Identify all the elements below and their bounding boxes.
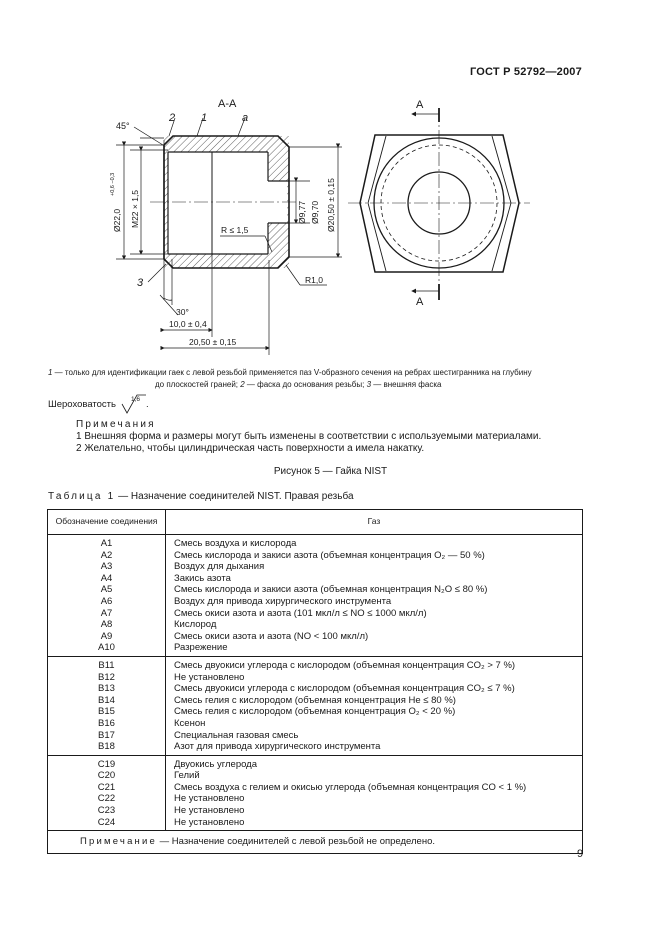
table-caption-text: — Назначение соединителей NIST. Правая резьба xyxy=(115,491,354,502)
legend-part-2-mid: — фаска до основания резьбы; xyxy=(244,380,367,389)
callout-a: a xyxy=(242,112,249,124)
gas-cell: Не установлено xyxy=(174,793,245,805)
legend-num-3: 3 xyxy=(366,380,372,389)
code-cell: B14 xyxy=(98,694,115,706)
roughness-label: Шероховатость xyxy=(48,398,116,410)
dim-thread: M22 × 1,5 xyxy=(130,189,140,228)
dim-len-2050: 20,50 ± 0,15 xyxy=(189,337,237,347)
gas-cell: Не установлено xyxy=(174,671,245,683)
gas-cell: Смесь кислорода и закиси азота (объемная концентрация O₂ — 50 %) xyxy=(174,549,485,561)
figure-caption: Рисунок 5 — Гайка NIST xyxy=(273,466,388,477)
col-header-code: Обозначение соединения xyxy=(48,510,166,535)
gas-cell: Воздух для дыхания xyxy=(174,561,265,573)
code-cell: C23 xyxy=(97,805,116,817)
dim-chamfer-angle: 45° xyxy=(116,121,130,131)
gas-cell: Смесь двуокиси углерода с кислородом (объемная концентрация CO₂ ≤ 7 %) xyxy=(174,683,515,695)
code-cell: B11 xyxy=(98,659,115,671)
code-cell: A8 xyxy=(100,619,113,631)
view-label-top: А xyxy=(416,99,424,111)
section-dimensions xyxy=(116,118,342,355)
dim-outer-dia: Ø22,0 xyxy=(112,208,122,232)
gas-cell: Смесь двуокиси углерода с кислородом (объемная концентрация CO₂ > 7 %) xyxy=(174,659,516,671)
gas-table xyxy=(47,509,583,854)
code-cell: A5 xyxy=(100,584,113,596)
col-header-gas: Газ xyxy=(166,510,583,535)
gas-cell: Азот для привода хирургического инструмента xyxy=(174,741,381,753)
code-cell: A9 xyxy=(100,630,113,642)
table-row-group-a xyxy=(48,535,583,657)
gas-cell: Смесь воздуха с гелием и окисью углерода (объемная концентрация CO < 1 %) xyxy=(174,781,527,793)
code-cell: B16 xyxy=(98,717,115,729)
dim-outer-dia-tol: +0,6 −0,3 xyxy=(110,172,116,196)
callout-2: 2 xyxy=(169,112,176,124)
gas-cell: Разрежение xyxy=(174,642,228,654)
gas-cell: Смесь окиси азота и азота (NO < 100 мкл/л) xyxy=(174,630,369,642)
dim-bore-977: Ø9,77 xyxy=(297,200,307,224)
gas-cell: Специальная газовая смесь xyxy=(174,729,299,741)
gas-cell: Смесь гелия с кислородом (объемная концентрация He ≤ 80 %) xyxy=(174,694,456,706)
section-view xyxy=(150,136,300,268)
dim-len-10: 10,0 ± 0,4 xyxy=(169,319,207,329)
callout-3: 3 xyxy=(137,277,144,289)
gas-cell: Смесь кислорода и закиси азота (объемная концентрация N₂O ≤ 80 %) xyxy=(174,584,488,596)
note-2: 2 Желательно, чтобы цилиндрическая часть поверхности а имела накатку. xyxy=(76,443,425,454)
legend-num-2: 2 xyxy=(240,380,245,389)
gas-cell: Смесь окиси азота и азота (101 мкл/л ≤ NO ≤ 1000 мкл/л) xyxy=(174,607,427,619)
figure-legend xyxy=(48,367,588,391)
dim-radius-outer: R1,0 xyxy=(305,275,323,285)
code-cell: A2 xyxy=(100,549,113,561)
table-note-row xyxy=(48,831,583,854)
code-cell: A1 xyxy=(100,538,113,549)
gas-cell: Закись азота xyxy=(174,572,231,584)
code-cell: B17 xyxy=(98,729,115,741)
notes-title: Примечания xyxy=(76,419,156,430)
table-caption xyxy=(48,491,354,502)
gas-cell: Ксенон xyxy=(174,717,206,729)
code-cell: B15 xyxy=(98,706,115,718)
code-cell: C19 xyxy=(97,758,116,770)
gas-cell: Не установлено xyxy=(174,816,245,828)
code-cell: C22 xyxy=(97,793,116,805)
legend-part-2-start: до плоскостей граней; xyxy=(155,380,241,389)
gas-cell: Смесь воздуха и кислорода xyxy=(174,538,297,549)
code-cell: A3 xyxy=(100,561,113,573)
gas-cell: Двуокись углерода xyxy=(174,758,258,770)
note-1: 1 Внешняя форма и размеры могут быть изменены в соответствии с используемыми материалами. xyxy=(76,431,542,442)
legend-part-3: — внешняя фаска xyxy=(371,380,442,389)
dim-radius-inner: R ≤ 1,5 xyxy=(221,225,249,235)
table-caption-prefix: Таблица 1 xyxy=(48,491,116,502)
roughness-symbol-icon xyxy=(120,393,146,415)
gas-cell: Кислород xyxy=(174,619,217,631)
page-number: 9 xyxy=(577,848,584,860)
view-label-bottom: А xyxy=(416,296,424,308)
gas-cell: Гелий xyxy=(174,770,200,782)
code-cell: A10 xyxy=(98,642,115,654)
legend-part-1: — только для идентификации гаек с левой резьбой применяется паз V-образного сечения на ребрах шестигранника на глубину xyxy=(52,368,532,377)
end-view xyxy=(348,108,530,300)
roughness: Шероховатость 1,6 . xyxy=(48,393,149,415)
table-note-prefix: Примечание xyxy=(80,836,157,848)
dim-angle-30: 30° xyxy=(176,307,189,317)
nist-nut-drawing xyxy=(0,80,661,360)
dim-hex: Ø20,50 ± 0,15 xyxy=(326,178,336,232)
gas-cell: Смесь гелия с кислородом (объемная концентрация O₂ < 20 %) xyxy=(174,706,456,718)
code-cell: A7 xyxy=(100,607,113,619)
callout-1: 1 xyxy=(201,112,208,124)
code-cell: C21 xyxy=(97,781,116,793)
legend-num-1: 1 xyxy=(48,368,53,377)
code-cell: C24 xyxy=(97,816,116,828)
roughness-value: 1,6 xyxy=(130,396,141,403)
code-cell: B18 xyxy=(98,741,115,753)
standard-number: ГОСТ Р 52792—2007 xyxy=(470,66,582,78)
section-label: А-А xyxy=(218,98,237,110)
gas-cell: Не установлено xyxy=(174,805,245,817)
dim-bore-970: Ø9,70 xyxy=(310,200,320,224)
code-cell: B13 xyxy=(98,683,115,695)
gas-cell: Воздух для привода хирургического инструмента xyxy=(174,595,392,607)
code-cell: B12 xyxy=(98,671,115,683)
code-cell: A4 xyxy=(100,572,113,584)
table-row-group-b xyxy=(48,656,583,755)
table-note-text: — Назначение соединителей с левой резьбой не определено. xyxy=(157,836,435,848)
table-row-group-c xyxy=(48,755,583,831)
code-cell: C20 xyxy=(97,770,116,782)
code-cell: A6 xyxy=(100,595,113,607)
